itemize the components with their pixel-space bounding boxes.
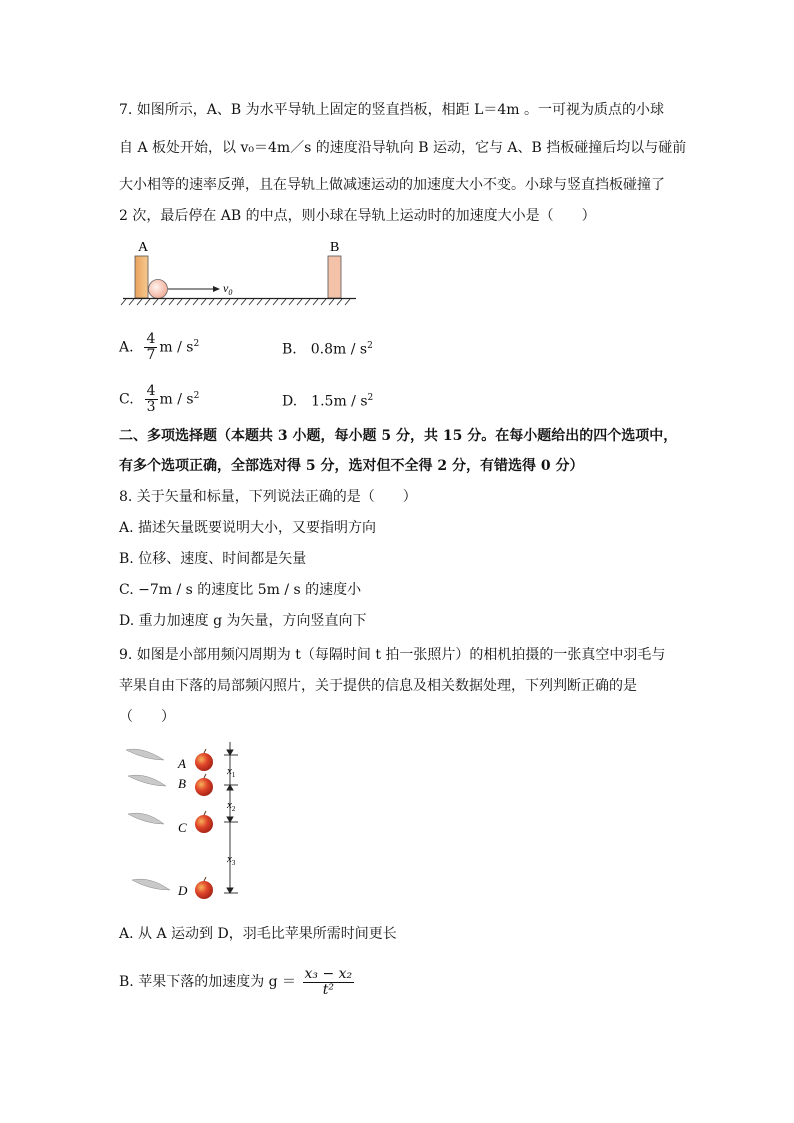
plate-a-label: A	[138, 240, 149, 255]
q7-line-4: 2 次，最后停在 AB 的中点，则小球在导轨上运动时的加速度大小是（ ）	[119, 208, 596, 224]
velocity-label: $v_0$	[223, 281, 233, 297]
velocity-arrowhead	[213, 286, 220, 292]
q7-option-a: A. $\frac{4}{7}$ m / $s^2$	[119, 331, 200, 364]
plate-b	[328, 256, 341, 298]
plate-b-label: B	[330, 240, 340, 255]
interval-labels	[226, 765, 236, 867]
label-b: B	[178, 776, 186, 791]
ball	[149, 280, 168, 299]
q8-stem: 8. 关于矢量和标量，下列说法正确的是（ ）	[119, 489, 417, 505]
q7-line-3: 大小相等的速率反弹，且在导轨上做减速运动的加速度大小不变。小球与竖直挡板碰撞了	[119, 177, 665, 193]
q7-option-d: D. $1.5m / s^2$	[282, 393, 374, 410]
q9-option-a: A. 从 A 运动到 D，羽毛比苹果所需时间更长	[119, 926, 397, 942]
q9-line-3: （ ）	[119, 709, 175, 725]
ground-hatch	[121, 299, 350, 305]
feather-icon	[126, 749, 170, 890]
interval-x3: $x_3$	[227, 853, 236, 867]
q8-option-c: C. −7m / s 的速度比 5m / s 的速度小	[119, 582, 362, 598]
q9-option-b-fraction: $\frac{\text{x₃ − x₂}}{\text{t²}}$	[304, 965, 353, 998]
option-c-letter: C.	[119, 391, 134, 408]
q7-line-2: 自 A 板处开始，以 v₀＝4m／s 的速度沿导轨向 B 运动，它与 A、B 挡板碰撞后均以与碰前	[119, 140, 687, 156]
interval-x2: $x_2$	[227, 799, 236, 813]
label-c: C	[178, 820, 187, 835]
q7-track-figure	[118, 234, 363, 306]
section-2-header-line-2: 有多个选项正确，全部选对得 5 分，选对但不全得 2 分，有错选得 0 分）	[119, 458, 584, 474]
q9-line-1: 9. 如图是小部用频闪周期为 t（每隔时间 t 拍一张照片）的相机拍摄的一张真空中羽毛与	[119, 647, 666, 663]
q9-strobe-figure	[120, 738, 260, 908]
apple-icon	[195, 749, 213, 899]
label-d: D	[178, 883, 188, 898]
q8-option-d: D. 重力加速度 g 为矢量，方向竖直向下	[119, 613, 367, 629]
q9-line-2: 苹果自由下落的局部频闪照片，关于提供的信息及相关数据处理，下列判断正确的是	[119, 678, 637, 694]
q7-option-b: B. $0.8m / s^2$	[282, 341, 373, 358]
q7-option-c: C. $\frac{4}{3}$ m / $s^2$	[119, 383, 200, 416]
q8-option-b: B. 位移、速度、时间都是矢量	[119, 551, 307, 567]
interval-x1: $x_1$	[227, 765, 236, 779]
label-a: A	[178, 756, 186, 771]
plate-a	[135, 256, 148, 298]
q8-option-a: A. 描述矢量既要说明大小，又要指明方向	[119, 520, 377, 536]
section-2-header-line-1: 二、多项选择题（本题共 3 小题，每小题 5 分，共 15 分。在每小题给出的四个选项中，	[119, 428, 678, 444]
position-labels	[177, 756, 188, 898]
option-c-fraction: $\frac{4}{3}$	[146, 383, 156, 416]
option-a-letter: A.	[119, 339, 134, 356]
q7-line-1: 7. 如图所示，A、B 为水平导轨上固定的竖直挡板，相距 L＝4m 。一可视为质点的小球	[119, 102, 665, 118]
q9-option-b: B. 苹果下落的加速度为 g ＝ $\frac{\text{x₃ − x₂}}{\text{t²}}$	[119, 965, 353, 998]
option-a-fraction: $\frac{4}{7}$	[146, 331, 156, 364]
